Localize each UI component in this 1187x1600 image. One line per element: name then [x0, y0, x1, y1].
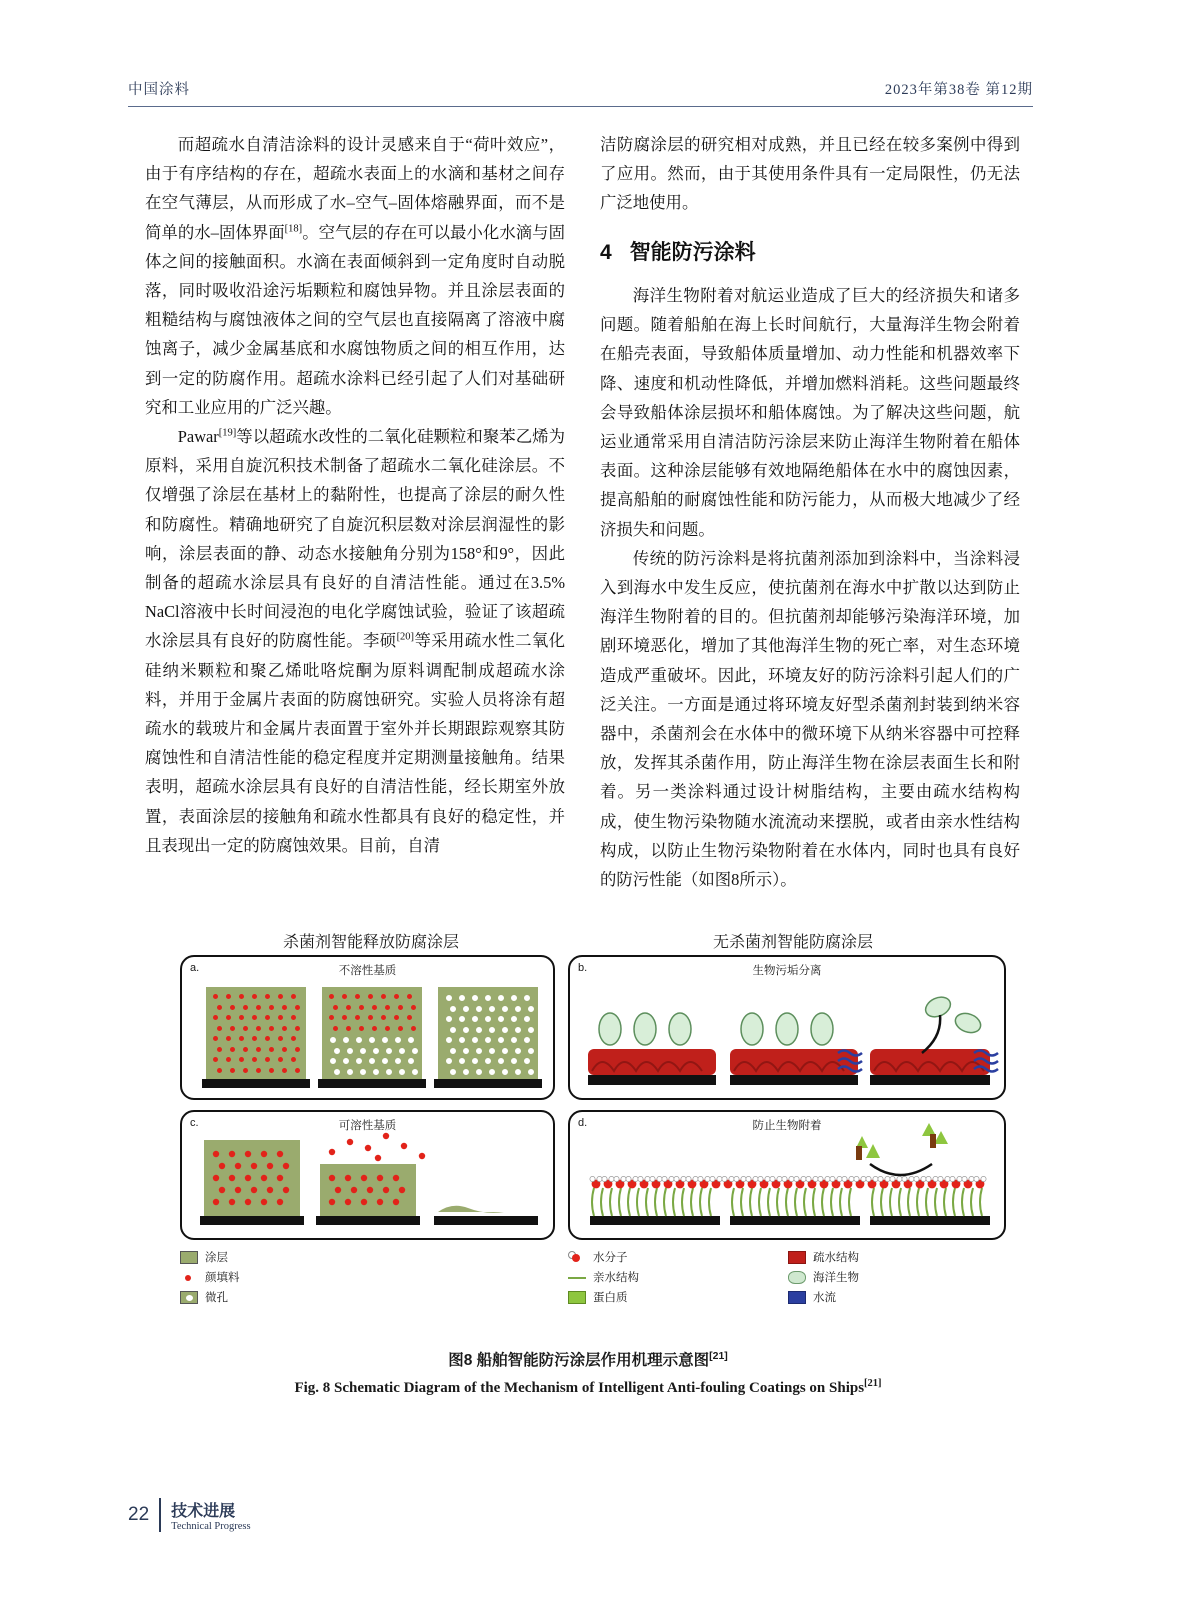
- legend-group-left: [180, 1247, 240, 1307]
- left-column: [145, 130, 565, 860]
- page-number: 22: [128, 1504, 150, 1525]
- substrate-bar: [434, 1079, 542, 1088]
- panel-label: a.: [190, 962, 200, 974]
- hydrophobic-structure-icon: [788, 1251, 806, 1264]
- figure-subtitle-right: 无杀菌剂智能防腐涂层: [713, 934, 874, 951]
- issue-info: 2023年第38卷 第12期: [884, 82, 1033, 98]
- journal-name: 中国涂料: [128, 82, 190, 98]
- footer-section-cn: 技术进展: [171, 1503, 236, 1520]
- figure-caption-cn: 图8 船舶智能防污涂层作用机理示意图[21]: [448, 1349, 728, 1369]
- legend-item: [180, 1267, 240, 1287]
- panel-c-graphic: [182, 1112, 557, 1242]
- panel-d-graphic: [570, 1112, 1008, 1242]
- section-title: 智能防污涂料: [629, 240, 756, 264]
- section-number: 4: [600, 240, 612, 264]
- paragraph: 传统的防污涂料是将抗菌剂添加到涂料中，当涂料浸入到海水中发生反应，使抗菌剂在海水中扩散以达到防止海洋生物附着的目的。但抗菌剂却能够污染海洋环境，加剧环境恶化，增加了其他海洋生物的死亡率，对生态环境造成严重破坏。因此，环境友好的防污涂料引起人们的广泛关注。一方面是通过将环境友好型杀菌剂封装到纳米容器中，杀菌剂会在水体中的微环境下从纳米容器中可控释放，发挥其杀菌作用，防止海洋生物在涂层表面生长和附着。另一类涂料通过设计树脂结构，主要由疏水结构构成，使生物污染物随水流流动来摆脱，或者由亲水性结构构成，以防止生物污染物附着在水体内，同时也具有良好的防污性能（如图8所示）。: [600, 548, 1020, 890]
- figure-panel-a: [180, 955, 555, 1100]
- legend-item: [568, 1247, 639, 1267]
- page-header: [128, 78, 1033, 105]
- legend-group-mid: [568, 1247, 639, 1307]
- legend-label: 微孔: [205, 1292, 228, 1304]
- substrate-bar: [202, 1079, 310, 1088]
- legend-item: [568, 1267, 639, 1287]
- substrate-bar: [318, 1079, 426, 1088]
- panel-title: 防止生物附着: [752, 1120, 822, 1132]
- figure-caption: [148, 1348, 1028, 1397]
- figure-panel-d: [568, 1110, 1006, 1240]
- reference-mark: [21]: [864, 1378, 882, 1389]
- legend-item: [788, 1247, 859, 1267]
- paragraph: 海洋生物附着对航运业造成了巨大的经济损失和诸多问题。随着船舶在海上长时间航行，大量海洋生物会附着在船壳表面，导致船体质量增加、动力性能和机器效率下降、速度和机动性降低，并增加燃料消耗。这些问题最终会导致船体涂层损坏和船体腐蚀。为了解决这些问题，航运业通常采用自清洁防污涂层来防止海洋生物附着在船体表面。这种涂层能够有效地隔绝船体在水中的腐蚀因素，提高船舶的耐腐蚀性能和防污能力，从而极大地减少了经济损失和问题。: [600, 285, 1020, 539]
- coating-swatch-icon: [180, 1251, 198, 1264]
- legend-group-right: [788, 1247, 859, 1307]
- panel-label: d.: [578, 1117, 588, 1129]
- page-footer: [128, 1498, 428, 1532]
- figure-subtitle-left: 杀菌剂智能释放防腐涂层: [283, 934, 460, 951]
- legend-label: 亲水结构: [593, 1272, 639, 1284]
- legend-label: 水流: [813, 1292, 836, 1304]
- legend-label: 海洋生物: [813, 1272, 859, 1284]
- panel-title: 不溶性基质: [338, 965, 397, 977]
- section-heading: [600, 234, 1020, 271]
- reference-mark: [21]: [709, 1349, 728, 1362]
- micropore-swatch-icon: [180, 1291, 198, 1304]
- panel-title: 可溶性基质: [338, 1120, 397, 1132]
- figure-8: [148, 915, 1028, 1340]
- water-molecule-icon: [568, 1251, 586, 1264]
- figure-panel-b: [568, 955, 1006, 1100]
- legend-label: 蛋白质: [593, 1292, 628, 1304]
- figure-legend: [180, 1247, 1006, 1319]
- protein-icon: [568, 1291, 586, 1304]
- paragraph: Pawar[19]等以超疏水改性的二氧化硅颗粒和聚苯乙烯为原料，采用自旋沉积技术制备了超疏水二氧化硅涂层。不仅增强了涂层在基材上的黏附性，也提高了涂层的耐久性和防腐性。精确地研究了自旋沉积层数对涂层润湿性的影响，涂层表面的静、动态水接触角分别为158°和9°，因此制备的超疏水涂层具有良好的自清洁性能。通过在3.5% NaCl溶液中长时间浸泡的电化学腐蚀试验，验证了该超疏水涂层具有良好的防腐性能。李硕[20]等采用疏水性二氧化硅纳米颗粒和聚乙烯吡咯烷酮为原料调配制成超疏水涂料，并用于金属片表面的防腐蚀研究。实验人员将涂有超疏水的载玻片和金属片表面置于室外并长期跟踪观察其防腐蚀性和自清洁性能的稳定程度并定期测量接触角。结果表明，超疏水涂层具有良好的自清洁性能，经长期室外放置，表面涂层的接触角和疏水性都具有良好的稳定性，并且表现出一定的防腐蚀效果。目前，自清: [145, 427, 565, 855]
- footer-section-en: Technical Progress: [171, 1521, 251, 1532]
- hydrophilic-structure-icon: [568, 1271, 586, 1284]
- reference-mark: [20]: [396, 631, 415, 643]
- paragraph-continued: 洁防腐涂层的研究相对成熟，并且已经在较多案例中得到了应用。然而，由于其使用条件具有一定局限性，仍无法广泛地使用。: [600, 135, 1020, 213]
- legend-label: 水分子: [593, 1252, 628, 1264]
- panel-b-graphic: [570, 957, 1008, 1102]
- legend-item: [568, 1287, 639, 1307]
- legend-item: [788, 1267, 859, 1287]
- legend-item: [788, 1287, 859, 1307]
- panel-label: b.: [578, 962, 588, 974]
- legend-item: [180, 1287, 240, 1307]
- coating-block: [206, 987, 306, 1079]
- panel-title: 生物污垢分离: [752, 965, 822, 977]
- water-flow-icon: [788, 1291, 806, 1304]
- legend-item: [180, 1247, 240, 1267]
- right-column: [600, 130, 1020, 894]
- legend-label: 涂层: [205, 1252, 228, 1264]
- reference-mark: [18]: [284, 223, 303, 235]
- header-divider: [128, 106, 1033, 107]
- panel-label: c.: [190, 1117, 199, 1129]
- reference-mark: [19]: [218, 427, 237, 439]
- paragraph: 而超疏水自清洁涂料的设计灵感来自于“荷叶效应”，由于有序结构的存在，超疏水表面上的水滴和基材之间存在空气薄层，从而形成了水–空气–固体熔融界面，而不是简单的水–固体界面[18]。空气层的存在可以最小化水滴与固体之间的接触面积。水滴在表面倾斜到一定角度时自动脱落，同时吸收沿途污垢颗粒和腐蚀异物。并且涂层表面的粗糙结构与腐蚀液体之间的空气层也直接隔离了溶液中腐蚀离子，减少金属基底和水腐蚀物质之间的相互作用，达到一定的防腐作用。超疏水涂料已经引起了人们对基础研究和工业应用的广泛兴趣。: [145, 135, 565, 417]
- figure-panel-c: [180, 1110, 555, 1240]
- pigment-swatch-icon: [180, 1271, 198, 1284]
- figure-caption-en: Fig. 8 Schematic Diagram of the Mechanism of Intelligent Anti-fouling Coatings on Ships[21]: [294, 1378, 882, 1396]
- footer-section: [171, 1498, 250, 1532]
- coating-block: [322, 987, 422, 1079]
- legend-label: 疏水结构: [813, 1252, 859, 1264]
- legend-label: 颜填料: [205, 1272, 240, 1284]
- marine-organism-icon: [788, 1271, 806, 1284]
- footer-divider: [159, 1498, 161, 1532]
